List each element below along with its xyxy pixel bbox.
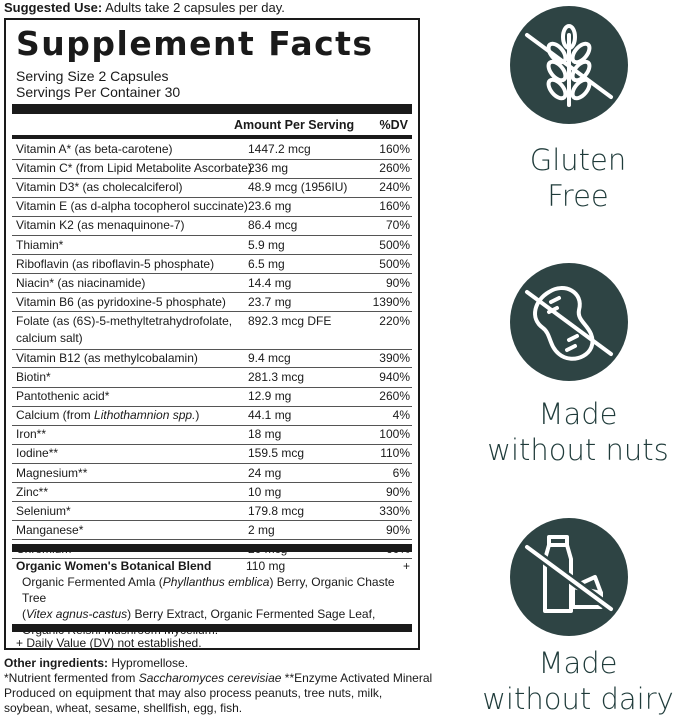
nutrient-dv: 70% bbox=[385, 218, 410, 233]
thick-divider-3 bbox=[12, 624, 412, 632]
nutrient-dv: 940% bbox=[379, 370, 410, 384]
suggested-use bbox=[4, 0, 285, 16]
nutrient-name: Riboflavin (as riboflavin-5 phosphate) bbox=[16, 256, 215, 271]
nutrient-row bbox=[12, 350, 412, 369]
nutrient-row bbox=[12, 198, 412, 217]
nutrient-dv: 160% bbox=[379, 199, 410, 214]
nutrient-row bbox=[12, 160, 412, 179]
nutrient-amount: 179.8 mcg bbox=[248, 503, 305, 518]
nutrient-row bbox=[12, 503, 412, 522]
nutrient-amount: 12.9 mg bbox=[248, 389, 292, 404]
badge-dairy-line2: without dairy bbox=[482, 682, 674, 716]
nutrient-name: Thiamin* bbox=[16, 237, 64, 252]
other-ingredients: Other ingredients: Hypromellose. bbox=[4, 656, 189, 670]
thick-divider bbox=[12, 104, 412, 114]
nutrient-row bbox=[12, 217, 412, 236]
milk-cheese-crossed-icon bbox=[509, 517, 629, 637]
nutrient-dv: 260% bbox=[379, 389, 410, 404]
nutrient-amount: 1447.2 mcg bbox=[248, 142, 311, 156]
nutrient-amount: 159.5 mcg bbox=[248, 446, 305, 461]
nutrient-name: Selenium* bbox=[16, 503, 71, 518]
nutrient-name: Vitamin A* (as beta-carotene) bbox=[16, 142, 173, 156]
nutrient-amount: 18 mg bbox=[248, 427, 282, 442]
nutrient-dv: 260% bbox=[379, 161, 410, 176]
nutrient-amount: 24 mg bbox=[248, 465, 282, 480]
nutrient-dv: 90% bbox=[385, 275, 410, 290]
thick-divider-2 bbox=[12, 544, 412, 552]
suggested-use-label: Suggested Use: bbox=[4, 0, 103, 15]
blend-description: Organic Fermented Amla (Phyllanthus emblica) Berry, Organic Chaste Tree (Vitex agnus-castus) Berry Extract, Organic Fermented Sage Leaf, bbox=[22, 575, 395, 621]
nutrient-amount: 23.6 mg bbox=[248, 199, 292, 214]
nutrient-row bbox=[12, 465, 412, 484]
wheat-crossed-icon bbox=[509, 5, 629, 125]
nutrient-dv: 4% bbox=[392, 408, 410, 423]
nutrient-dv: 500% bbox=[379, 237, 410, 252]
nutrient-row bbox=[12, 179, 412, 198]
nutrient-dv: 100% bbox=[379, 427, 410, 442]
nutrient-amount: 9.4 mcg bbox=[248, 350, 291, 365]
nutrient-row bbox=[12, 313, 412, 350]
badge-nuts-line2: without nuts bbox=[487, 433, 669, 467]
suggested-use-text: Adults take 2 capsules per day. bbox=[102, 0, 285, 15]
nutrient-amount: 86.4 mcg bbox=[248, 218, 298, 233]
nutrient-name: Pantothenic acid* bbox=[16, 389, 110, 404]
nutrient-name: Vitamin B6 (as pyridoxine-5 phosphate) bbox=[16, 294, 226, 309]
header-divider bbox=[12, 135, 412, 139]
nutrient-name: Niacin* (as niacinamide) bbox=[16, 275, 146, 290]
nutrient-name: Vitamin E (as d-alpha tocopherol succinate) bbox=[16, 199, 248, 214]
nutrient-name: Biotin* bbox=[16, 370, 51, 384]
nutrient-name: Vitamin K2 (as menaquinone-7) bbox=[16, 218, 185, 233]
nutrient-row bbox=[12, 388, 412, 407]
badge-nuts-line1: Made bbox=[538, 397, 618, 431]
peanut-crossed-icon bbox=[509, 262, 629, 382]
nutrient-row bbox=[12, 407, 412, 426]
nutrient-amount: 44.1 mg bbox=[248, 408, 292, 423]
nutrient-dv: 330% bbox=[379, 503, 410, 518]
nutrient-amount: 281.3 mcg bbox=[248, 370, 305, 384]
blend-dv: + bbox=[402, 559, 410, 573]
nutrient-amount: 892.3 mcg DFE bbox=[248, 313, 332, 328]
nutrient-amount: 5.9 mg bbox=[248, 237, 285, 252]
nutrient-dv: 110% bbox=[380, 446, 410, 461]
nutrient-amount: 14.4 mg bbox=[248, 275, 292, 290]
nutrient-row bbox=[12, 237, 412, 256]
nutrient-dv: 160% bbox=[379, 142, 410, 156]
nutrient-row bbox=[12, 522, 412, 541]
nutrient-dv: 6% bbox=[392, 465, 410, 480]
footer-notes bbox=[4, 656, 434, 716]
col-dv-header: %DV bbox=[379, 118, 408, 132]
nutrient-name: Iodine** bbox=[16, 446, 59, 461]
blend-name: Organic Women's Botanical Blend bbox=[16, 559, 212, 573]
nutrient-name: Vitamin D3* (as cholecalciferol) bbox=[16, 180, 183, 195]
nutrient-dv: 90% bbox=[385, 522, 410, 537]
nutrient-row bbox=[12, 369, 412, 388]
nutrient-name: Vitamin C* (from Lipid Metabolite Ascorbate) bbox=[16, 161, 252, 176]
badge-gluten-line1: Gluten bbox=[529, 143, 627, 177]
servings-per-container: Servings Per Container 30 bbox=[16, 84, 181, 100]
fermentation-note: *Nutrient fermented from Saccharomyces cerevisiae **Enzyme Activated Mineral bbox=[4, 671, 433, 685]
nutrient-dv: 500% bbox=[379, 256, 410, 271]
nutrient-name: Folate (as (6S)-5-methyltetrahydrofolate, calcium salt) bbox=[16, 313, 233, 345]
panel-title: Supplement Facts bbox=[16, 24, 374, 63]
nutrient-amount: 10 mg bbox=[248, 484, 282, 499]
allergen-note: Produced on equipment that may also process peanuts, tree nuts, milk, soybean, wheat, sesame, shellfish, egg, fish. bbox=[4, 686, 383, 715]
nutrient-amount: 2 mg bbox=[248, 522, 275, 537]
nutrient-dv: 90% bbox=[385, 484, 410, 499]
nutrient-name: Iron** bbox=[16, 427, 47, 442]
nutrient-dv: 240% bbox=[379, 180, 410, 195]
nutrient-dv: 1390% bbox=[372, 294, 410, 309]
nutrient-name: Calcium (from Lithothamnion spp.) bbox=[16, 408, 200, 423]
nutrient-name: Zinc** bbox=[16, 484, 49, 499]
blend-amount: 110 mg bbox=[246, 559, 286, 573]
nutrient-name: Magnesium** bbox=[16, 465, 88, 480]
nutrient-row bbox=[12, 445, 412, 464]
nutrient-amount: 6.5 mg bbox=[248, 256, 285, 271]
nutrient-row bbox=[12, 141, 412, 160]
nutrient-row bbox=[12, 484, 412, 503]
nutrient-row bbox=[12, 426, 412, 445]
nutrient-row bbox=[12, 275, 412, 294]
nutrient-dv: 220% bbox=[379, 313, 410, 328]
nutrient-row bbox=[12, 294, 412, 313]
nutrient-row bbox=[12, 256, 412, 275]
nutrient-amount: 48.9 mcg (1956IU) bbox=[248, 180, 348, 195]
serving-size: Serving Size 2 Capsules bbox=[16, 68, 169, 84]
col-amount-header: Amount Per Serving bbox=[234, 118, 355, 132]
dv-note: + Daily Value (DV) not established. bbox=[16, 636, 202, 650]
nutrient-dv: 390% bbox=[379, 350, 410, 365]
supplement-facts-panel bbox=[4, 18, 420, 650]
nutrient-name: Manganese* bbox=[16, 522, 84, 537]
nutrient-amount: 236 mg bbox=[248, 161, 289, 176]
nutrient-amount: 23.7 mg bbox=[248, 294, 292, 309]
nutrient-name: Vitamin B12 (as methylcobalamin) bbox=[16, 350, 198, 365]
badge-dairy-line1: Made bbox=[538, 646, 618, 680]
badge-gluten-line2: Free bbox=[547, 179, 609, 213]
